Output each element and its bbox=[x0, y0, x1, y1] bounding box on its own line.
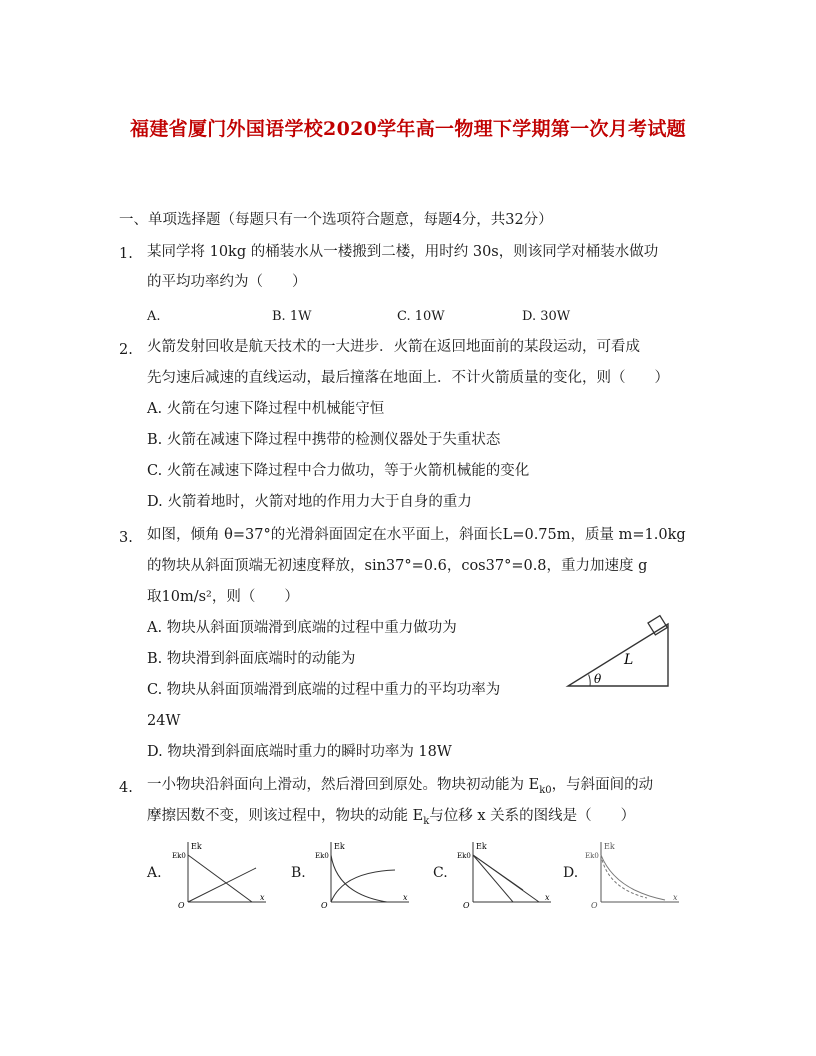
question-1-option-a: A. bbox=[147, 309, 161, 324]
section-heading: 一、单项选择题（每题只有一个选项符合题意，每题4分，共32分） bbox=[119, 212, 553, 228]
graph-c-label: C. bbox=[433, 865, 448, 881]
question-1-line2: 的平均功率约为（ ） bbox=[147, 274, 307, 290]
graph-c-ylabel: Ek bbox=[476, 842, 487, 851]
graph-b-xlabel: x bbox=[403, 893, 408, 902]
question-1-number: 1. bbox=[119, 246, 133, 262]
question-1-option-b: B. 1W bbox=[272, 309, 312, 324]
question-3-option-b: B. 物块滑到斜面底端时的动能为 bbox=[147, 651, 356, 667]
graph-a-xlabel: x bbox=[260, 893, 265, 902]
graph-c-xlabel: x bbox=[545, 893, 550, 902]
angle-arc bbox=[589, 675, 591, 686]
question-2-line2: 先匀速后减速的直线运动，最后撞落在地面上．不计火箭质量的变化，则（ ） bbox=[147, 370, 669, 386]
question-3-line2: 的物块从斜面顶端无初速度释放，sin37°=0.6，cos37°=0.8，重力加速度 g bbox=[147, 558, 648, 574]
question-1-option-d: D. 30W bbox=[522, 309, 571, 324]
question-3-option-c-cont: 24W bbox=[147, 713, 181, 729]
question-3-line1: 如图，倾角 θ=37°的光滑斜面固定在水平面上，斜面长L=0.75m，质量 m=1.0kg bbox=[147, 527, 686, 543]
graph-d-label: D. bbox=[563, 865, 579, 881]
graph-a-ylabel: Ek bbox=[191, 842, 202, 851]
question-2-option-b: B. 火箭在减速下降过程中携带的检测仪器处于失重状态 bbox=[147, 432, 501, 448]
question-2-option-d: D. 火箭着地时，火箭对地的作用力大于自身的重力 bbox=[147, 494, 472, 510]
question-1-option-c: C. 10W bbox=[397, 309, 445, 324]
question-4-line2: 摩擦因数不变，则该过程中，物块的动能 $E_k$与位移 x 关系的图线是（ ） bbox=[147, 808, 636, 827]
question-2-option-c: C. 火箭在减速下降过程中合力做功，等于火箭机械能的变化 bbox=[147, 463, 530, 479]
incline-figure bbox=[560, 612, 676, 692]
incline-triangle bbox=[568, 624, 668, 686]
question-3-option-a: A. 物块从斜面顶端滑到底端的过程中重力做功为 bbox=[147, 620, 457, 636]
graph-a-origin: O bbox=[178, 901, 185, 910]
graph-b bbox=[315, 838, 415, 910]
graph-c-y0: Ek0 bbox=[457, 852, 471, 860]
question-2-line1: 火箭发射回收是航天技术的一大进步．火箭在返回地面前的某段运动，可看成 bbox=[147, 339, 640, 355]
question-3-line3: 取10m/s²，则（ ） bbox=[147, 589, 299, 605]
graph-d-xlabel: x bbox=[673, 893, 678, 902]
graph-c-origin: O bbox=[463, 901, 470, 910]
question-3-number: 3. bbox=[119, 530, 133, 546]
graph-b-curve-up bbox=[331, 870, 395, 902]
graph-d-ylabel: Ek bbox=[604, 842, 615, 851]
incline-angle-label: θ bbox=[594, 672, 602, 686]
graph-b-ylabel: Ek bbox=[334, 842, 345, 851]
question-3-option-c: C. 物块从斜面顶端滑到底端的过程中重力的平均功率为 bbox=[147, 682, 501, 698]
graph-b-label: B. bbox=[291, 865, 306, 881]
graph-d bbox=[585, 838, 685, 910]
question-3-option-d: D. 物块滑到斜面底端时重力的瞬时功率为 18W bbox=[147, 744, 452, 760]
question-4-number: 4. bbox=[119, 780, 133, 796]
graph-c bbox=[457, 838, 557, 910]
question-4-line1: 一小物块沿斜面向上滑动，然后滑回到原处。物块初动能为 $E_{k0}$，与斜面间的动 bbox=[147, 777, 654, 796]
page-title: 福建省厦门外国语学校2020学年高一物理下学期第一次月考试题 bbox=[130, 118, 686, 140]
graph-b-y0: Ek0 bbox=[315, 852, 329, 860]
incline-length-label: L bbox=[624, 652, 634, 668]
question-1-line1: 某同学将 10kg 的桶装水从一楼搬到二楼，用时约 30s，则该同学对桶装水做功 bbox=[147, 244, 659, 260]
graph-b-origin: O bbox=[321, 901, 328, 910]
graph-a-label: A. bbox=[147, 865, 162, 881]
graph-d-y0: Ek0 bbox=[585, 852, 599, 860]
question-2-number: 2. bbox=[119, 342, 133, 358]
graph-a-line-down bbox=[188, 855, 252, 902]
graph-a-y0: Ek0 bbox=[172, 852, 186, 860]
graph-d-origin: O bbox=[591, 901, 598, 910]
graph-b-curve-down bbox=[331, 855, 387, 902]
graph-a bbox=[172, 838, 272, 910]
block-on-incline bbox=[648, 616, 667, 635]
question-2-option-a: A. 火箭在匀速下降过程中机械能守恒 bbox=[147, 401, 385, 417]
graph-d-curve-inner bbox=[601, 855, 647, 898]
